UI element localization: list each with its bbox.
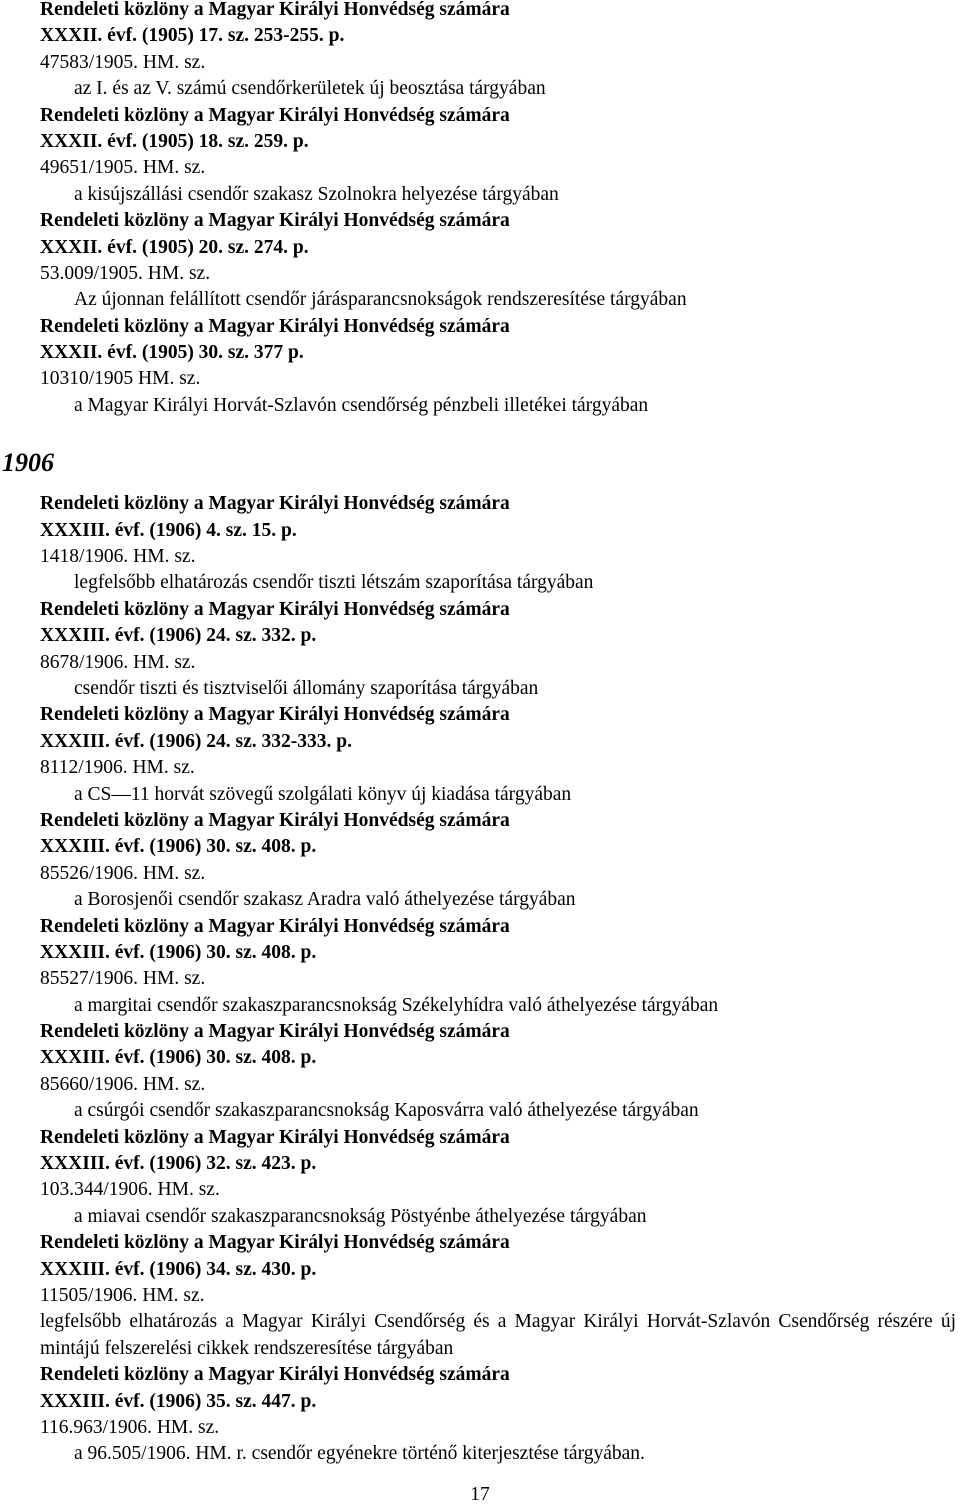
decree-subject: az I. és az V. számú csendőrkerületek új beosztása tárgyában: [74, 78, 546, 100]
decree-subject: a margitai csendőr szakaszparancsnokság Székelyhídra való áthelyezése tárgyában: [74, 994, 719, 1016]
decree-number: 85527/1906. HM. sz.: [40, 968, 206, 990]
year-heading: 1906: [2, 448, 54, 478]
decree-subject: Az újonnan felállított csendőr járásparancsnokságok rendszeresítése tárgyában: [74, 289, 687, 311]
decree-number: 8112/1906. HM. sz.: [40, 757, 195, 779]
decree-subject: csendőr tiszti és tisztviselői állomány szaporítása tárgyában: [74, 677, 539, 699]
issue-reference: XXXIII. évf. (1906) 4. sz. 15. p.: [40, 519, 297, 541]
entry: [40, 1125, 956, 1231]
issue-reference: XXXIII. évf. (1906) 34. sz. 430. p.: [40, 1258, 317, 1280]
decree-number: 1418/1906. HM. sz.: [40, 546, 196, 568]
entry: [40, 103, 956, 209]
issue-reference: XXXII. évf. (1905) 18. sz. 259. p.: [40, 130, 309, 152]
source-title: Rendeleti közlöny a Magyar Királyi Honvédség számára: [40, 809, 510, 831]
entry: [40, 597, 956, 703]
entry: [40, 314, 956, 420]
source-title: Rendeleti közlöny a Magyar Királyi Honvédség számára: [40, 315, 510, 337]
decree-number: 85660/1906. HM. sz.: [40, 1073, 206, 1095]
issue-reference: XXXIII. évf. (1906) 30. sz. 408. p.: [40, 1047, 317, 1069]
issue-reference: XXXIII. évf. (1906) 24. sz. 332-333. p.: [40, 730, 352, 752]
page-number: 17: [470, 1484, 490, 1505]
decree-number: 10310/1905 HM. sz.: [40, 368, 201, 390]
source-title: Rendeleti közlöny a Magyar Királyi Honvédség számára: [40, 915, 510, 937]
document-page: [2, 0, 956, 1468]
source-title: Rendeleti közlöny a Magyar Királyi Honvédség számára: [40, 493, 510, 515]
issue-reference: XXXII. évf. (1905) 17. sz. 253-255. p.: [40, 25, 345, 47]
entry: [40, 491, 956, 597]
decree-subject: a csúrgói csendőr szakaszparancsnokság Kaposvárra való áthelyezése tárgyában: [74, 1100, 699, 1122]
entry: [40, 1019, 956, 1125]
source-title: Rendeleti közlöny a Magyar Királyi Honvédség számára: [40, 1364, 510, 1386]
issue-reference: XXXIII. évf. (1906) 24. sz. 332. p.: [40, 625, 317, 647]
entry: [40, 208, 956, 314]
decree-subject: a Borosjenői csendőr szakasz Aradra való áthelyezése tárgyában: [74, 889, 576, 911]
decree-subject: a CS—11 horvát szövegű szolgálati könyv új kiadása tárgyában: [74, 783, 572, 805]
source-title: Rendeleti közlöny a Magyar Királyi Honvédség számára: [40, 704, 510, 726]
decree-number: 103.344/1906. HM. sz.: [40, 1179, 220, 1201]
source-title: Rendeleti közlöny a Magyar Királyi Honvédség számára: [40, 598, 510, 620]
issue-reference: XXXIII. évf. (1906) 30. sz. 408. p.: [40, 941, 317, 963]
issue-reference: XXXII. évf. (1905) 20. sz. 274. p.: [40, 236, 309, 258]
decree-number: 85526/1906. HM. sz.: [40, 862, 206, 884]
decree-number: 53.009/1905. HM. sz.: [40, 262, 211, 284]
entry: [40, 808, 956, 914]
entry: [40, 914, 956, 1020]
source-title: Rendeleti közlöny a Magyar Királyi Honvédség számára: [40, 1232, 510, 1254]
decree-subject: a Magyar Királyi Horvát-Szlavón csendőrség pénzbeli illetékei tárgyában: [74, 394, 649, 416]
issue-reference: XXXII. évf. (1905) 30. sz. 377 p.: [40, 342, 304, 364]
decree-number: 47583/1905. HM. sz.: [40, 51, 206, 73]
source-title: Rendeleti közlöny a Magyar Királyi Honvédség számára: [40, 1126, 510, 1148]
source-title: Rendeleti közlöny a Magyar Királyi Honvédség számára: [40, 210, 510, 232]
decree-number: 49651/1905. HM. sz.: [40, 157, 206, 179]
entry: [40, 0, 956, 103]
issue-reference: XXXIII. évf. (1906) 30. sz. 408. p.: [40, 836, 317, 858]
source-title: Rendeleti közlöny a Magyar Királyi Honvédség számára: [40, 104, 510, 126]
decree-subject: a miavai csendőr szakaszparancsnokság Pöstyénbe áthelyezése tárgyában: [74, 1205, 647, 1227]
entry: [40, 1362, 956, 1468]
issue-reference: XXXIII. évf. (1906) 35. sz. 447. p.: [40, 1390, 317, 1412]
decree-number: 116.963/1906. HM. sz.: [40, 1416, 220, 1438]
entry: [40, 702, 956, 808]
decree-number: 11505/1906. HM. sz.: [40, 1284, 205, 1306]
decree-subject: legfelsőbb elhatározás a Magyar Királyi Csendőrség és a Magyar Királyi Horvát-Szlavón Csendőrség részére új mintájú felszerelési cikkek rendszeresítése tárgyában: [40, 1311, 956, 1359]
decree-number: 8678/1906. HM. sz.: [40, 651, 196, 673]
issue-reference: XXXIII. évf. (1906) 32. sz. 423. p.: [40, 1153, 317, 1175]
decree-subject: a kisújszállási csendőr szakasz Szolnokra helyezése tárgyában: [74, 183, 559, 205]
decree-subject: a 96.505/1906. HM. r. csendőr egyénekre történő kiterjesztése tárgyában.: [74, 1443, 645, 1465]
source-title: Rendeleti közlöny a Magyar Királyi Honvédség számára: [40, 0, 510, 20]
decree-subject: legfelsőbb elhatározás csendőr tiszti létszám szaporítása tárgyában: [74, 572, 594, 594]
source-title: Rendeleti közlöny a Magyar Királyi Honvédség számára: [40, 1021, 510, 1043]
entry: [40, 1230, 956, 1362]
